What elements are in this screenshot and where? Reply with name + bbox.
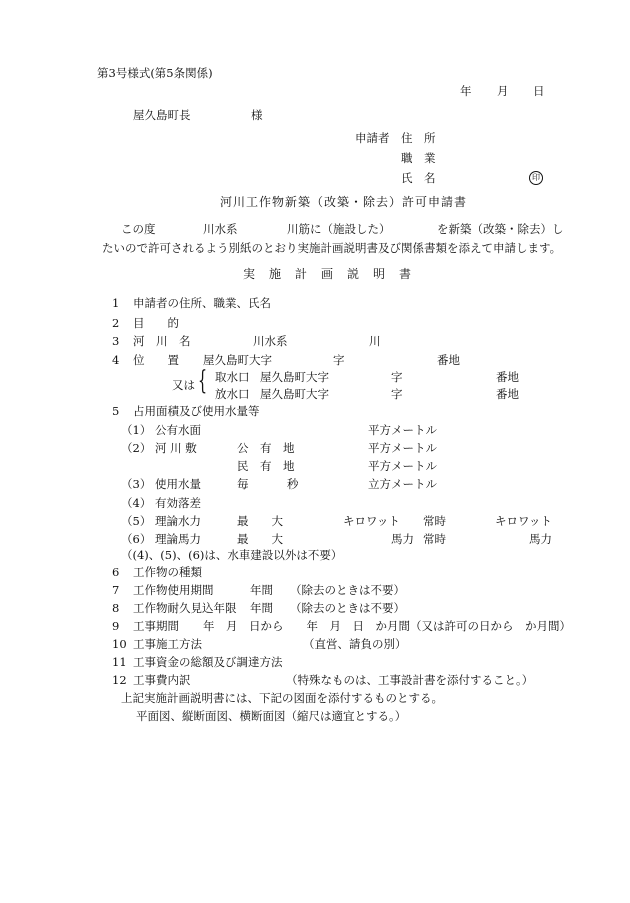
item-5-5-num: （5） [121,514,152,528]
item-5-note: （(4)、(5)、(6)は、水車建設以外は不要） [121,548,343,562]
item-4-aza: 字 [333,353,345,367]
item-5-2-label: 河 川 敷 [155,441,197,455]
addressee-sama: 様 [251,108,263,122]
addressee-mayor: 屋久島町長 [133,108,191,122]
item-4-num: 4 [112,353,120,367]
item-8-label: 工作物耐久見込年限 [133,601,237,615]
item-5-3-label: 使用水量 [155,477,201,491]
item-4-mataha: 又は [172,378,195,392]
item-5-3-num: （3） [121,477,152,491]
form-label: 第3号様式(第5条関係) [97,66,213,80]
item-8-note: （除去のときは不要） [290,601,405,615]
applicant-address: 住 所 [401,131,436,145]
footer-line-2: 平面図、縦断面図、横断面図（縮尺は適宜とする。） [136,709,407,723]
item-3-num: 3 [112,334,120,348]
intake-banchi: 番地 [496,370,519,384]
intro-line-2: たいので許可されるよう別紙のとおり実施計画説明書及び関係書類を添えて申請します。 [102,241,562,255]
item-4-banchi: 番地 [437,353,460,367]
outlet-aza: 字 [391,387,403,401]
applicant-name: 氏 名 [401,171,436,185]
brace-icon: { [198,366,208,396]
item-5-6-unit1: 馬力 [391,532,414,546]
item-5-5-max: 最 大 [237,514,283,528]
document-title: 河川工作物新築（改築・除去）許可申請書 [220,195,468,209]
seal-icon: 印 [529,171,543,185]
footer-line-1: 上記実施計画説明書には、下記の図面を添付するものとする。 [121,691,443,705]
outlet-label: 放水口 [215,387,250,401]
item-2-num: 2 [112,316,120,330]
item-5-label: 占用面積及び使用水量等 [133,404,260,418]
item-6-num: 6 [112,565,120,579]
item-7-num: 7 [112,583,120,597]
item-8-num: 8 [112,601,120,615]
item-5-1-num: （1） [121,423,152,437]
intro-part-3: 川筋に（施設した） [287,222,391,236]
item-5-3-unit: 立方メートル [368,477,437,491]
item-7-note: （除去のときは不要） [290,583,405,597]
applicant-occupation: 職 業 [401,151,436,165]
item-10-note: （直営、請負の別） [303,637,407,651]
date-year: 年 [460,84,472,98]
item-2-label: 目 的 [133,316,179,330]
item-7-label: 工作物使用期間 [133,583,214,597]
outlet-banchi: 番地 [496,387,519,401]
item-8-years: 年間 [250,601,273,615]
item-3-system: 川水系 [253,334,288,348]
item-11-label: 工事資金の総額及び調達方法 [133,655,283,669]
intro-part-4: を新築（改築・除去）し [437,222,564,236]
item-5-2-a-unit: 平方メートル [368,441,437,455]
item-5-5-unit1: キロワット [343,514,400,528]
item-5-5-label: 理論水力 [155,514,201,528]
item-5-6-num: （6） [121,532,152,546]
intake-label: 取水口 [215,370,250,384]
item-5-3-per: 毎 [237,477,249,491]
item-5-6-label: 理論馬力 [155,532,201,546]
item-9-text: 年 月 日から 年 月 日 か月間（又は許可の日から か月間） [203,619,571,633]
intake-aza: 字 [391,370,403,384]
intro-part-2: 川水系 [203,222,238,236]
item-5-1-unit: 平方メートル [368,423,437,437]
item-4-label: 位 置 [133,353,179,367]
item-5-num: 5 [112,404,120,418]
item-5-3-sec: 秒 [287,477,299,491]
item-5-1-label: 公有水面 [155,423,201,437]
intake-place: 屋久島町大字 [260,370,329,384]
item-12-label: 工事費内訳 [133,673,191,687]
item-11-num: 11 [112,655,127,669]
item-5-2-b-unit: 平方メートル [368,459,437,473]
item-5-4-num: （4） [121,496,152,510]
item-5-5-normal: 常時 [423,514,446,528]
item-5-5-unit2: キロワット [495,514,552,528]
item-3-river: 川 [369,334,381,348]
date-month: 月 [497,84,509,98]
item-1-num: 1 [112,296,120,310]
item-5-4-label: 有効落差 [155,496,201,510]
item-5-6-unit2: 馬力 [529,532,552,546]
item-5-6-max: 最 大 [237,532,283,546]
item-3-label: 河 川 名 [133,334,191,348]
item-12-note: （特殊なものは、工事設計書を添付すること。） [286,673,534,687]
item-6-label: 工作物の種類 [133,565,202,579]
item-7-years: 年間 [250,583,273,597]
item-5-2-a: 公 有 地 [237,441,295,455]
item-1-label: 申請者の住所、職業、氏名 [133,296,271,310]
item-4-place: 屋久島町大字 [203,353,272,367]
item-5-2-b: 民 有 地 [237,459,295,473]
item-10-label: 工事施工方法 [133,637,202,651]
item-9-label: 工事期間 [133,619,179,633]
item-12-num: 12 [112,673,127,687]
date-day: 日 [533,84,545,98]
item-10-num: 10 [112,637,127,651]
item-5-6-normal: 常時 [423,532,446,546]
item-5-2-num: （2） [121,441,152,455]
intro-part-1: この度 [121,222,156,236]
item-9-num: 9 [112,619,120,633]
plan-title: 実 施 計 画 説 明 書 [243,267,413,281]
applicant-label: 申請者 [355,131,390,145]
outlet-place: 屋久島町大字 [260,387,329,401]
